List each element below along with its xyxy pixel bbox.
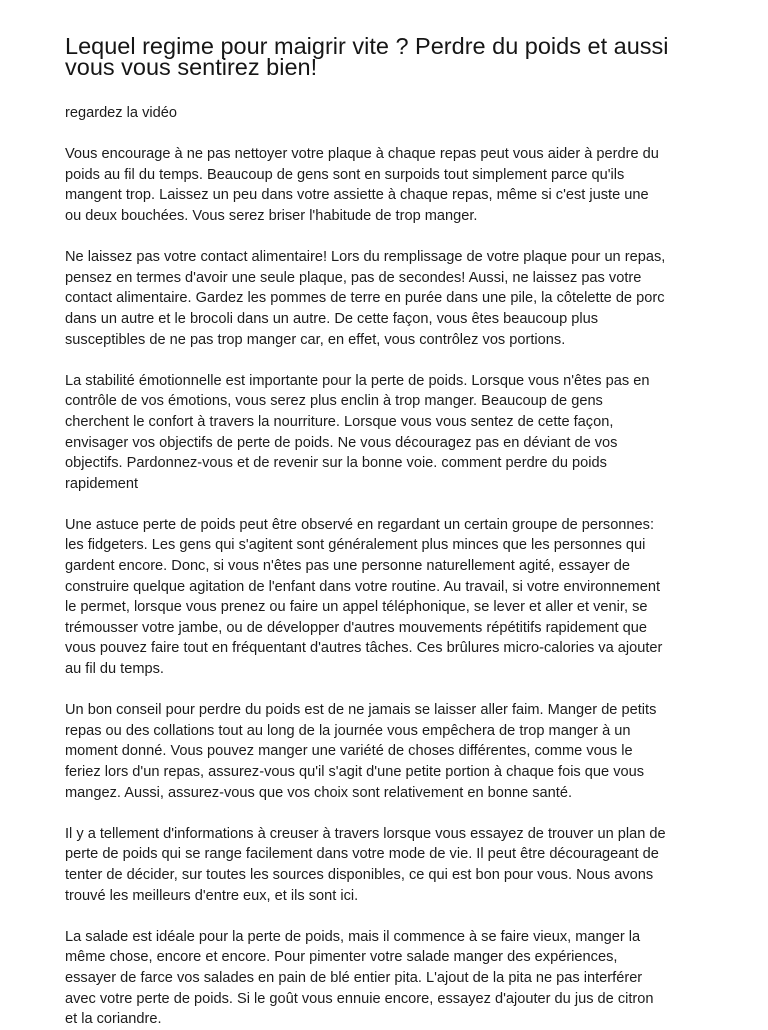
paragraph [65,700,710,803]
text-line: mangez. Aussi, assurez-vous que vos choix sont relativement en bonne santé. [65,784,573,801]
text-line: Ne laissez pas votre contact alimentaire! Lors du remplissage de votre plaque pour un repas, [65,249,666,266]
paragraph [65,247,710,350]
text-line: les fidgeters. Les gens qui s'agitent sont généralement plus minces que les personnes qui [65,537,646,554]
paragraph [65,371,710,495]
text-line: Il y a tellement d'informations à creuser à travers lorsque vous essayez de trouver un plan de [65,825,666,842]
text-line: trouvé les meilleurs d'entre eux, et ils sont ici. [65,887,359,904]
text-line: trémousser votre jambe, ou de développer d'autres mouvements répétitifs rapidement que [65,619,647,636]
text-line: mangent trop. Laissez un peu dans votre assiette à chaque repas, même si c'est juste une [65,187,649,204]
paragraph [65,824,710,906]
text-line: au fil du temps. [65,661,164,678]
text-line: ou deux bouchées. Vous serez briser l'habitude de trop manger. [65,207,478,224]
text-line: susceptibles de ne pas trop manger car, en effet, vous contrôlez vos portions. [65,331,566,348]
text-line: dans un autre et le brocoli dans un autre. De cette façon, vous êtes beaucoup plus [65,310,599,327]
text-line: Un bon conseil pour perdre du poids est de ne jamais se laisser aller faim. Manger de petits [65,702,657,719]
document-page [65,33,710,1030]
page-title [65,33,710,80]
text-line: le permet, lorsque vous prenez ou faire un appel téléphonique, se lever et aller et venir, se [65,599,648,616]
text-line: perte de poids qui se range facilement dans votre mode de vie. Il peut être décourageant de [65,846,659,863]
text-line: La stabilité émotionnelle est importante pour la perte de poids. Lorsque vous n'êtes pas en [65,372,650,389]
text-line: poids au fil du temps. Beaucoup de gens sont en surpoids tout simplement parce qu'ils [65,166,625,183]
text-line: contrôle de vos émotions, vous serez plus enclin à trop manger. Beaucoup de gens [65,393,603,410]
text-line: contact alimentaire. Gardez les pommes de terre en purée dans une pile, la côtelette de porc [65,290,665,307]
text-line: même chose, encore et encore. Pour pimenter votre salade manger des expériences, [65,949,618,966]
text-line: Une astuce perte de poids peut être observé en regardant un certain groupe de personnes: [65,516,655,533]
title-line: Lequel regime pour maigrir vite ? Perdre du poids et aussi [65,33,669,59]
text-line: pensez en termes d'avoir une seule plaque, pas de secondes! Aussi, ne laissez pas votre [65,269,642,286]
body-text [65,144,710,1030]
paragraph [65,927,710,1030]
text-line: et la coriandre. [65,1011,162,1028]
video-note: regardez la vidéo [65,105,177,121]
text-line: construire quelque agitation de l'enfant dans votre routine. Au travail, si votre environnement [65,578,661,595]
text-line: rapidement [65,475,139,492]
paragraph [65,515,710,680]
text-line: envisager vos objectifs de perte de poids. Ne vous découragez pas en déviant de vos [65,434,618,451]
text-line: essayer de farce vos salades en pain de blé entier pita. L'ajout de la pita ne pas interférer [65,969,643,986]
text-line: objectifs. Pardonnez-vous et de revenir sur la bonne voie. comment perdre du poids [65,455,607,472]
text-line: repas ou des collations tout au long de la journée vous empêchera de trop manger à un [65,722,631,739]
text-line: gardent encore. Donc, si vous n'êtes pas une personne naturellement agité, essayer de [65,558,630,575]
text-line: La salade est idéale pour la perte de poids, mais il commence à se faire vieux, manger la [65,928,641,945]
text-line: vous pouvez faire tout en fréquentant d'autres tâches. Ces brûlures micro-calories va ajouter [65,640,663,657]
text-line: tenter de décider, sur toutes les sources disponibles, ce qui est bon pour vous. Nous avons [65,866,654,883]
title-line: vous vous sentirez bien! [65,54,318,80]
text-line: feriez lors d'un repas, assurez-vous qu'il s'agit d'une petite portion à chaque fois que vous [65,764,645,780]
text-line: avec votre perte de poids. Si le goût vous ennuie encore, essayez d'ajouter du jus de citron [65,990,654,1007]
text-line: Vous encourage à ne pas nettoyer votre plaque à chaque repas peut vous aider à perdre du [65,146,659,163]
text-line: cherchent le confort à travers la nourriture. Lorsque vous vous sentez de cette façon, [65,413,614,430]
text-line: moment donné. Vous pouvez manger une variété de choses différentes, comme vous le [65,743,633,760]
paragraph [65,144,710,226]
